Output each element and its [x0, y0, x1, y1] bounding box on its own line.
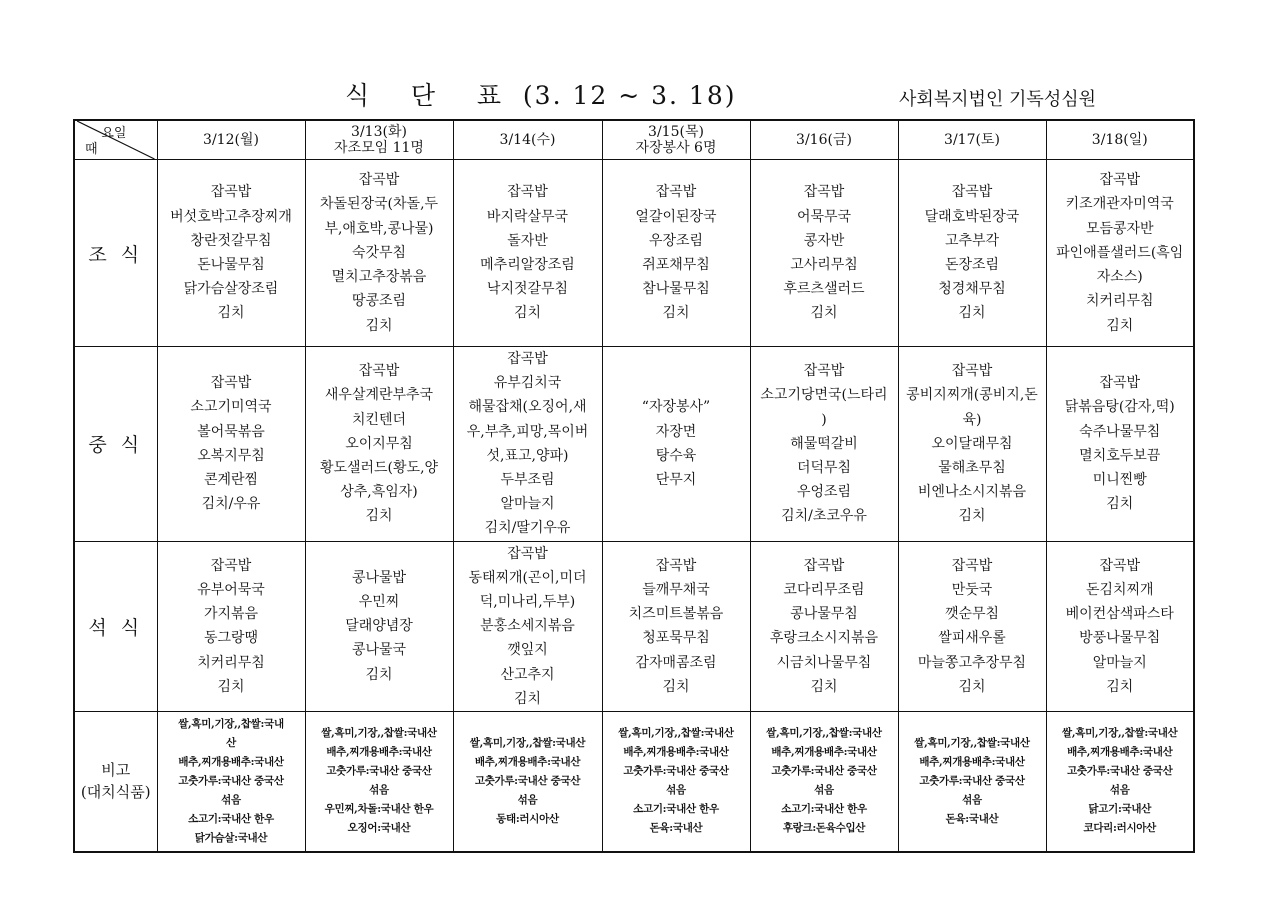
- menu-item: 우엉조림: [796, 484, 852, 501]
- origin-note-cell: [602, 712, 750, 852]
- origin-note-line: 섞음: [962, 793, 982, 806]
- menu-item: 잡곡밥: [1099, 375, 1141, 392]
- day-header: [157, 120, 305, 160]
- menu-item: 해물잡채(오징어,새: [468, 399, 587, 416]
- menu-item: 김치: [1106, 317, 1134, 334]
- menu-item-list: [308, 566, 451, 687]
- menu-item: 콘계란찜: [203, 472, 259, 489]
- menu-item: “자장봉사”: [641, 399, 711, 416]
- menu-item-list: [753, 180, 896, 325]
- menu-item: 미니찐빵: [1092, 472, 1147, 489]
- menu-item-list: [160, 180, 303, 325]
- menu-cell: [453, 541, 602, 711]
- menu-cell: [898, 347, 1046, 542]
- origin-note-line: 산: [226, 736, 236, 749]
- menu-cell: [898, 541, 1046, 711]
- note-label-line2: (대치식품): [80, 783, 151, 802]
- menu-item: 멸치고추장볶음: [331, 269, 427, 286]
- menu-item: 달래호박된장국: [924, 208, 1020, 225]
- menu-item: 깻순무침: [944, 606, 1000, 623]
- menu-cell: [305, 541, 453, 711]
- menu-item: 유부어묵국: [197, 581, 265, 598]
- menu-item: 잡곡밥: [951, 184, 993, 201]
- menu-item: 바지락살무국: [486, 208, 569, 225]
- menu-item-list: [753, 554, 896, 699]
- origin-note-list: [753, 724, 896, 838]
- note-label: [74, 712, 157, 852]
- menu-item-list: [901, 180, 1044, 325]
- menu-cell: [602, 160, 750, 347]
- menu-item: 황도샐러드(황도,양: [319, 459, 439, 476]
- menu-item: 소고기당면국(느타리: [760, 387, 888, 404]
- menu-item: 김치: [1106, 496, 1134, 513]
- menu-item: 섯,표고,양파): [486, 447, 569, 464]
- menu-item: 탕수육: [655, 447, 697, 464]
- menu-item-list: [901, 359, 1044, 528]
- menu-item-list: [753, 359, 896, 528]
- menu-item: 김치: [810, 678, 838, 695]
- menu-item: 김치: [365, 317, 393, 334]
- day-header: [750, 120, 898, 160]
- menu-item: 치커리무침: [197, 654, 265, 671]
- origin-note-cell: [1046, 712, 1194, 852]
- menu-item: 잡곡밥: [951, 557, 993, 574]
- origin-note-list: [160, 715, 303, 848]
- origin-note-line: 쌀,흑미,기장,,찹쌀:국내산: [914, 736, 1030, 749]
- origin-note-line: 섞음: [814, 784, 834, 797]
- menu-cell: [157, 160, 305, 347]
- origin-note-line: 배추,찌개용배추:국내산: [326, 746, 432, 759]
- menu-item: 달래양념장: [345, 618, 413, 635]
- menu-item: 숙주나물무침: [1079, 423, 1161, 440]
- menu-item: 고사리무침: [790, 257, 858, 273]
- menu-item: 오복지무침: [197, 447, 265, 464]
- menu-item: 산고추지: [500, 666, 555, 683]
- menu-item: 버섯호박고추장찌개: [170, 208, 292, 225]
- note-label-line1: 비고: [101, 761, 131, 780]
- menu-cell: [157, 347, 305, 542]
- menu-item: 콩나물밥: [351, 569, 407, 586]
- menu-item: 분홍소세지볶음: [480, 618, 575, 635]
- menu-cell: [1046, 160, 1194, 347]
- note-row: [74, 712, 1194, 852]
- menu-item: 잡곡밥: [210, 375, 252, 392]
- origin-note-line: 섞음: [369, 784, 389, 797]
- menu-item: 두부조림: [500, 472, 555, 489]
- origin-note-line: 배추,찌개용배추:국내산: [771, 746, 877, 759]
- menu-item: 치즈미트볼볶음: [628, 606, 724, 623]
- origin-note-line: 오징어:국내산: [347, 822, 411, 835]
- meal-row: [74, 347, 1194, 542]
- origin-note-line: 고춧가루:국내산 중국산: [326, 765, 432, 778]
- menu-item: 김치: [513, 690, 542, 707]
- menu-item: 들깨무채국: [642, 581, 710, 598]
- menu-item: 상추,흑임자): [340, 484, 418, 501]
- day-date: 3/18(일): [1091, 132, 1148, 148]
- menu-item: 김치/초코우유: [781, 508, 867, 525]
- menu-item: 덕,미나리,두부): [479, 594, 576, 611]
- menu-cell: [750, 541, 898, 711]
- menu-item: 어묵무국: [796, 208, 852, 225]
- menu-cell: [305, 160, 453, 347]
- menu-cell: [305, 347, 453, 542]
- origin-note-list: [308, 724, 451, 838]
- menu-item: 후르츠샐러드: [783, 281, 865, 298]
- origin-note-line: 소고기:국내산 한우: [633, 803, 719, 816]
- origin-note-line: 섞음: [221, 793, 241, 806]
- menu-item: 우민찌: [358, 594, 400, 611]
- menu-item-list: [605, 554, 748, 699]
- menu-item: 김치: [217, 305, 245, 322]
- menu-item: 돈장조림: [944, 257, 1000, 273]
- menu-item: 잡곡밥: [358, 363, 400, 380]
- menu-item: 콩자반: [803, 232, 845, 249]
- origin-note-line: 쌀,흑미,기장,,찹쌀:국내산: [1062, 727, 1178, 740]
- menu-item: 김치: [217, 678, 245, 695]
- menu-item-list: [456, 347, 600, 541]
- menu-item: 닭볶음탕(감자,떡): [1064, 399, 1175, 416]
- menu-item: 참나물무침: [642, 281, 710, 298]
- origin-note-line: 돈육:국내산: [945, 812, 999, 825]
- day-date: 3/16(금): [796, 132, 852, 148]
- page-title: 식 단 표 (3. 12 ~ 3. 18): [345, 81, 737, 110]
- menu-item: 만둣국: [951, 581, 993, 598]
- menu-body: [74, 160, 1194, 852]
- menu-item: 숙갓무침: [351, 244, 407, 261]
- menu-item: 우,부추,피망,목이버: [466, 423, 589, 440]
- menu-item: 단무지: [655, 472, 697, 489]
- origin-note-line: 쌀,흑미,기장,,찹쌀:국내산: [766, 727, 882, 740]
- menu-item-list: [1049, 371, 1192, 516]
- menu-item: 잡곡밥: [1099, 172, 1141, 189]
- menu-item: 잡곡밥: [210, 184, 252, 201]
- menu-item: 해물떡갈비: [790, 435, 858, 452]
- corner-label-meal: 때: [85, 142, 98, 157]
- menu-cell: [750, 160, 898, 347]
- menu-item: 콩비지찌개(콩비지,돈: [906, 387, 1038, 404]
- menu-item: 김치/우유: [201, 496, 261, 513]
- day-date: 3/12(월): [203, 132, 259, 148]
- menu-item: 콩나물국: [351, 642, 407, 659]
- organization-name: 사회복지법인 기독성심원: [899, 89, 1096, 110]
- day-header: [1046, 120, 1194, 160]
- menu-cell: [898, 160, 1046, 347]
- menu-item: 잡곡밥: [358, 172, 400, 189]
- origin-note-cell: [453, 712, 602, 852]
- menu-item: 김치: [958, 508, 986, 525]
- menu-item: 더덕무침: [796, 459, 852, 476]
- menu-item: 콩나물무침: [790, 606, 858, 623]
- day-date: 3/17(토): [944, 132, 1000, 148]
- menu-item: 새우살계란부추국: [324, 387, 434, 404]
- menu-item: 소고기미역국: [190, 399, 272, 416]
- menu-item: 김치: [958, 678, 986, 695]
- day-note: 자조모임 11명: [334, 140, 424, 156]
- day-date: 3/13(화): [351, 124, 407, 140]
- menu-item: 창란젓갈무침: [190, 232, 272, 249]
- day-header: [602, 120, 750, 160]
- origin-note-line: 소고기:국내산 한우: [188, 812, 274, 825]
- menu-item: 쥐포채무침: [642, 257, 710, 273]
- corner-label-day: 요일: [101, 126, 127, 141]
- menu-item: 메추리알장조림: [480, 257, 575, 273]
- origin-note-line: 닭가슴살:국내산: [194, 831, 268, 844]
- menu-item: 우장조림: [648, 232, 704, 249]
- menu-item: 돈나물무침: [197, 257, 265, 273]
- menu-item: 후랑크소시지볶음: [769, 630, 879, 647]
- origin-note-line: 쌀,흑미,기장,,찹쌀:국내산: [618, 727, 734, 740]
- menu-cell: [453, 160, 602, 347]
- day-header: [305, 120, 453, 160]
- menu-item: 베이컨삼색파스타: [1065, 606, 1174, 623]
- origin-note-list: [456, 734, 600, 829]
- origin-note-cell: [305, 712, 453, 852]
- menu-item: 차돌된장국(차돌,두: [319, 196, 439, 213]
- menu-item-list: [605, 180, 748, 325]
- meal-row: [74, 160, 1194, 347]
- origin-note-cell: [157, 712, 305, 852]
- menu-item: 비엔나소시지볶음: [917, 484, 1027, 501]
- menu-item: 잡곡밥: [803, 363, 845, 380]
- menu-item: 알마늘지: [500, 496, 555, 513]
- menu-item: 얼갈이된장국: [635, 208, 717, 225]
- menu-item-list: [901, 554, 1044, 699]
- menu-table: [73, 119, 1195, 853]
- menu-item: 부,애호박,콩나물): [324, 220, 434, 237]
- day-header: [898, 120, 1046, 160]
- menu-item: 가지볶음: [203, 606, 259, 623]
- origin-note-line: 우민찌,차돌:국내산 한우: [324, 803, 434, 816]
- menu-item: 시금치나물무침: [776, 654, 872, 671]
- origin-note-line: 섞음: [666, 784, 686, 797]
- menu-item-list: [456, 180, 600, 325]
- menu-item-list: [308, 168, 451, 337]
- menu-item: 자장면: [655, 423, 697, 440]
- menu-item: 잡곡밥: [507, 184, 548, 201]
- menu-cell: [1046, 347, 1194, 542]
- origin-note-line: 동태:러시아산: [496, 812, 559, 825]
- origin-note-line: 소고기:국내산 한우: [781, 803, 867, 816]
- menu-item: 잡곡밥: [655, 184, 697, 201]
- menu-item: 김치: [662, 678, 690, 695]
- origin-note-line: 닭고기:국내산: [1088, 803, 1152, 816]
- menu-item: 마늘쫑고추장무침: [917, 654, 1027, 671]
- menu-item: 김치: [513, 305, 542, 322]
- meal-label: 조 식: [74, 160, 157, 347]
- origin-note-line: 배추,찌개용배추:국내산: [178, 755, 284, 768]
- menu-item-list: [160, 371, 303, 516]
- menu-item: 김치: [365, 508, 393, 525]
- origin-note-line: 배추,찌개용배추:국내산: [1067, 746, 1173, 759]
- day-note: 자장봉사 6명: [635, 140, 717, 156]
- origin-note-line: 고춧가루:국내산 중국산: [178, 774, 284, 787]
- menu-item-list: [605, 395, 748, 492]
- menu-item: 쌀피새우롤: [938, 630, 1006, 647]
- menu-item: 김치/딸기우유: [484, 520, 571, 537]
- day-date: 3/15(목): [648, 124, 704, 140]
- menu-item: 육): [962, 411, 982, 428]
- meal-row: [74, 541, 1194, 711]
- origin-note-line: 고춧가루:국내산 중국산: [623, 765, 729, 778]
- origin-note-line: 쌀,흑미,기장,,찹쌀:국내산: [321, 727, 437, 740]
- menu-item: 모듬콩자반: [1085, 220, 1154, 237]
- origin-note-line: 배추,찌개용배추:국내산: [474, 755, 581, 768]
- day-header: [453, 120, 602, 160]
- menu-cell: [602, 541, 750, 711]
- menu-item: 잡곡밥: [803, 557, 845, 574]
- origin-note-line: 섞음: [1109, 784, 1130, 797]
- menu-item-list: [308, 359, 451, 528]
- origin-note-list: [901, 734, 1044, 829]
- menu-item: 물해초무침: [938, 459, 1006, 476]
- day-date: 3/14(수): [499, 132, 556, 148]
- origin-note-line: 고춧가루:국내산 중국산: [771, 765, 877, 778]
- menu-item: 잡곡밥: [951, 363, 993, 380]
- menu-item: 잡곡밥: [655, 557, 697, 574]
- menu-item: 코다리무조림: [783, 581, 865, 598]
- menu-item: 오이지무침: [345, 435, 413, 452]
- origin-note-line: 고춧가루:국내산 중국산: [1067, 765, 1173, 778]
- menu-item: 고추부각: [944, 232, 1000, 249]
- origin-note-line: 배추,찌개용배추:국내산: [623, 746, 729, 759]
- origin-note-list: [605, 724, 748, 838]
- menu-item: 돌자반: [507, 232, 548, 249]
- menu-item: 오이달래무침: [931, 435, 1013, 452]
- menu-item-list: [1049, 168, 1192, 337]
- menu-item: 감자매콤조림: [635, 654, 717, 671]
- menu-cell: [1046, 541, 1194, 711]
- day-header-row: [74, 120, 1194, 160]
- menu-item: 청경채무침: [938, 281, 1006, 298]
- menu-cell: [157, 541, 305, 711]
- menu-item: 김치: [958, 305, 986, 322]
- origin-note-line: 섞음: [517, 793, 538, 806]
- menu-item-list: [1049, 554, 1192, 699]
- menu-item: 잡곡밥: [507, 545, 548, 562]
- menu-item: 깻잎지: [507, 642, 548, 659]
- corner-cell: [74, 120, 157, 160]
- menu-item: 볼어묵볶음: [197, 423, 265, 440]
- menu-item: 돈김치찌개: [1085, 581, 1154, 598]
- meal-label: 중 식: [74, 347, 157, 542]
- origin-note-cell: [750, 712, 898, 852]
- menu-item: ): [821, 411, 827, 428]
- menu-item: 동태찌개(곤이,미더: [468, 569, 587, 586]
- menu-item: 파인애플샐러드(흑임: [1056, 244, 1184, 261]
- menu-item: 치커리무침: [1085, 293, 1154, 310]
- origin-note-list: [1049, 724, 1192, 838]
- menu-item: 키조개관자미역국: [1065, 196, 1174, 213]
- menu-item: 김치: [365, 666, 393, 683]
- menu-cell: [453, 347, 602, 542]
- menu-cell: [750, 347, 898, 542]
- menu-item: 땅콩조림: [351, 293, 407, 310]
- origin-note-line: 돈육:국내산: [649, 822, 703, 835]
- menu-item: 닭가슴살장조림: [183, 281, 279, 298]
- menu-item: 잡곡밥: [803, 184, 845, 201]
- origin-note-line: 배추,찌개용배추:국내산: [919, 755, 1025, 768]
- menu-item: 멸치호두보끔: [1079, 447, 1161, 464]
- menu-item-list: [160, 554, 303, 699]
- meal-label: 석 식: [74, 541, 157, 711]
- menu-item-list: [456, 542, 600, 711]
- menu-item: 김치: [662, 305, 690, 322]
- menu-item: 낙지젓갈무침: [486, 281, 569, 298]
- menu-item: 김치: [810, 305, 838, 322]
- menu-item: 잡곡밥: [1099, 557, 1141, 574]
- origin-note-cell: [898, 712, 1046, 852]
- origin-note-line: 쌀,흑미,기장,,찹쌀:국내: [178, 717, 284, 730]
- origin-note-line: 고춧가루:국내산 중국산: [474, 774, 581, 787]
- origin-note-line: 쌀,흑미,기장,,찹쌀:국내산: [469, 736, 586, 749]
- origin-note-line: 후랑크:돈육수입산: [782, 822, 866, 835]
- menu-item: 방풍나물무침: [1079, 630, 1161, 647]
- menu-item: 김치: [1106, 678, 1134, 695]
- origin-note-line: 고춧가루:국내산 중국산: [919, 774, 1025, 787]
- menu-item: 청포묵무침: [642, 630, 710, 647]
- menu-item: 잡곡밥: [507, 351, 548, 367]
- menu-item: 자소스): [1096, 269, 1143, 286]
- origin-note-line: 코다리:러시아산: [1083, 822, 1156, 835]
- menu-item: 알마늘지: [1092, 654, 1147, 671]
- menu-item: 잡곡밥: [210, 557, 252, 574]
- menu-item: 유부김치국: [493, 375, 562, 392]
- menu-cell: [602, 347, 750, 542]
- menu-item: 동그랑땡: [203, 630, 259, 647]
- menu-item: 치킨텐더: [351, 411, 407, 428]
